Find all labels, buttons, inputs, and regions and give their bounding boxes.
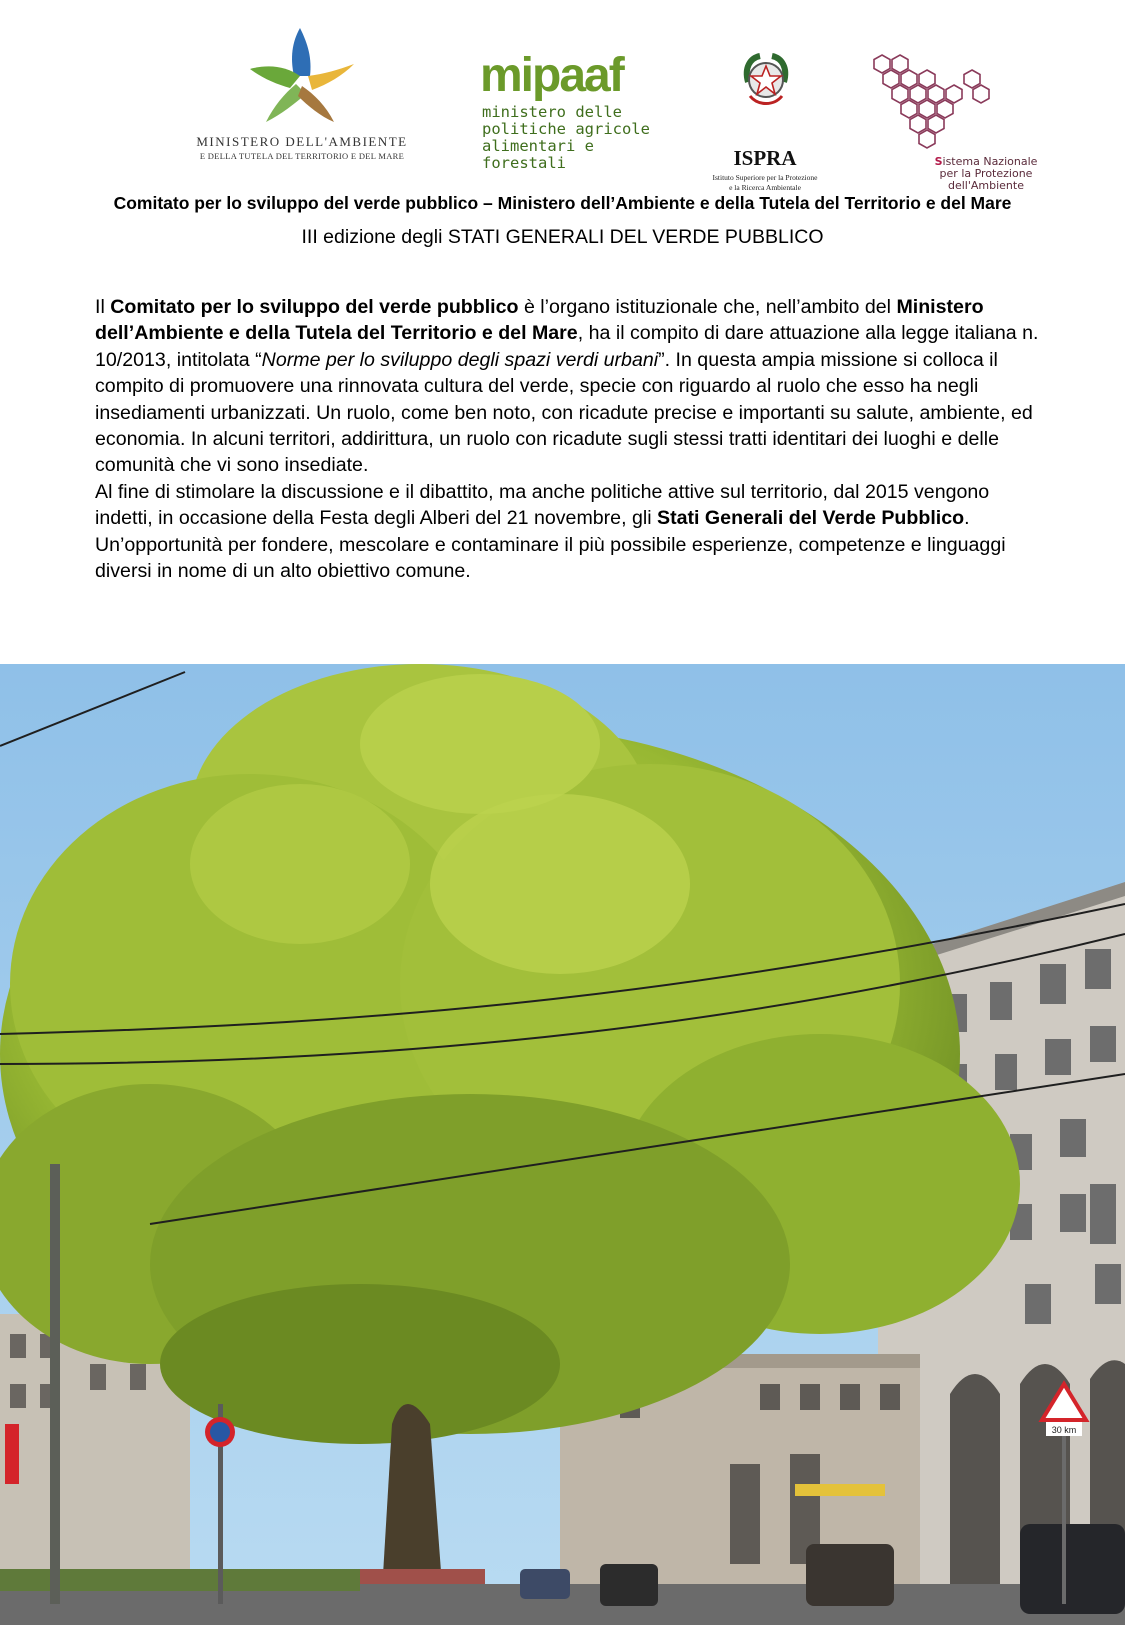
snpa-logo (870, 52, 1070, 192)
mipaaf-subtitle (482, 104, 650, 172)
speed-limit-sign-text: 30 km (1051, 1425, 1077, 1435)
mipaaf-line: alimentari e forestali (482, 137, 594, 172)
mipaaf-wordmark: mipaaf (480, 49, 623, 102)
snpa-line2: per la Protezione (939, 167, 1033, 180)
text-run: Al fine di stimolare la discussione e il dibattito, ma anche politiche attive sul territorio, dal 2015 vengono indetti, in occasione della Festa degli Alberi del 21 novembre, gli (95, 480, 990, 530)
text-run: Un’opportunità per fondere, mescolare e contaminare il più possibile esperienze, competenze e linguaggi diversi in nome di un alto obiettivo comune. (95, 533, 1006, 583)
text-run: ”. In questa ampia missione si colloca il compito di promuovere una rinnovata cultura del verde, specie con riguardo al ruolo che esso ha negli insediamenti urbanizzati. Un ruolo, come ben noto, con ricadute precise e importanti su salute, ambiente, ed economia. In alcuni territori, addirittura, un ruolo con ricadute sugli stessi tratti identitari dei luoghi e delle comunità che vi sono insediate. (95, 348, 1033, 477)
text-run: è l’organo istituzionale che, nell’ambito del (518, 296, 897, 318)
paragraph-1 (95, 294, 1050, 479)
snpa-name (906, 156, 1066, 192)
snpa-first-letter: S (934, 155, 943, 168)
ispra-line: Istituto Superiore per la Protezione (712, 173, 818, 182)
mipaaf-logo (480, 49, 650, 172)
ispra-subtitle (700, 173, 830, 193)
paragraph-2 (95, 479, 1050, 532)
paragraph-3 (95, 532, 1050, 585)
ispra-wordmark: ISPRA (733, 146, 797, 170)
bold-run: Comitato per lo sviluppo del verde pubblico (110, 296, 519, 318)
bold-run: Stati Generali del Verde Pubblico (657, 507, 965, 530)
ministero-ambiente-line2: E DELLA TUTELA DEL TERRITORIO E DEL MARE (199, 151, 405, 161)
mipaaf-line: ministero delle (482, 103, 622, 121)
tree-photo (0, 664, 1125, 1625)
ispra-line: e la Ricerca Ambientale (729, 183, 801, 192)
snpa-line1-rest: istema Nazionale (942, 155, 1038, 168)
snpa-line3: dell'Ambiente (948, 179, 1024, 192)
text-run: . (964, 507, 970, 530)
document-heading: Comitato per lo sviluppo del verde pubblico – Ministero dell’Ambiente e della Tutela del Territorio e del Mare (113, 193, 1012, 213)
text-run: , ha il compito di dare attuazione alla legge italiana n. 10/2013, intitolata “ (95, 322, 1039, 371)
bold-run: Ministero dell’Ambiente e della Tutela del Territorio e del Mare (95, 296, 984, 345)
ministero-ambiente-logo (196, 24, 408, 169)
document-subheading: III edizione degli STATI GENERALI DEL VERDE PUBBLICO (301, 226, 824, 248)
italian-emblem-icon (740, 52, 792, 110)
body-text (95, 294, 1050, 584)
star-logo-icon (242, 24, 362, 129)
ministero-ambiente-line1: MINISTERO DELL'AMBIENTE (196, 134, 408, 149)
text-run: Il (95, 296, 111, 318)
mipaaf-line: politiche agricole (482, 120, 650, 138)
tree-photo-illustration (0, 664, 1125, 1625)
hexagon-network-icon (870, 52, 1000, 152)
ispra-logo (700, 52, 830, 192)
logo-strip (0, 24, 1125, 192)
italic-run: Norme per lo sviluppo degli spazi verdi urbani (261, 348, 659, 371)
